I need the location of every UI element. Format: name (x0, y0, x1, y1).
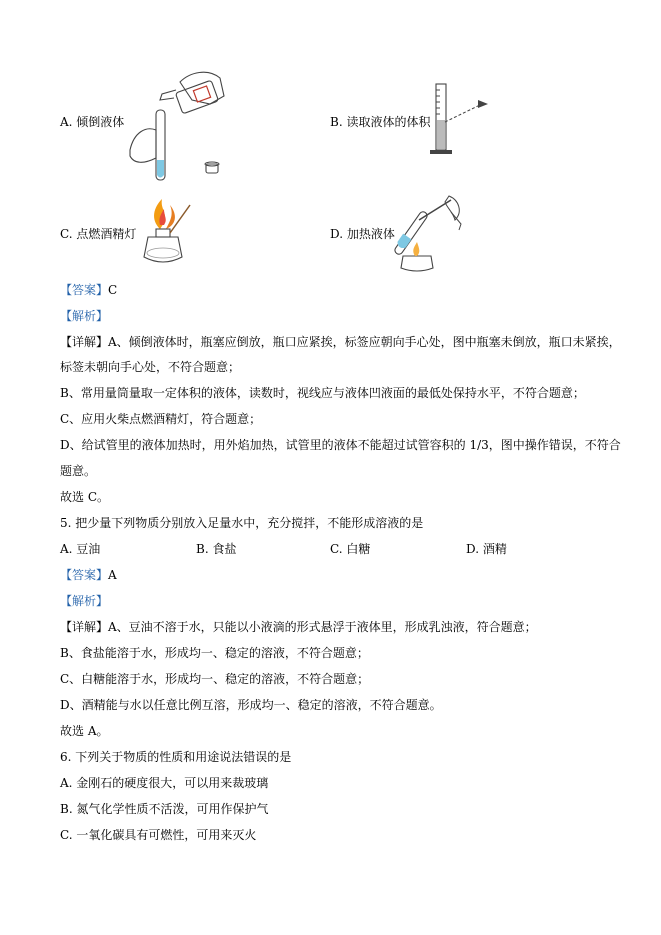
q5-option-b: B. 食盐 (196, 542, 237, 556)
q4-detail-line-2: 标签未朝向手心处，不符合题意； (60, 360, 241, 374)
q4-analysis-tag: 【解析】 (60, 309, 109, 323)
q6-option-a: A. 金刚石的硬度很大，可以用来裁玻璃 (60, 776, 269, 790)
q5-option-a: A. 豆油 (60, 542, 101, 556)
q4-detail-line-1: 【详解】A、倾倒液体时，瓶塞应倒放，瓶口应紧挨，标签应朝向手心处，图中瓶塞未倒放，瓶口未紧挨， (60, 335, 621, 349)
q6-stem: 6. 下列关于物质的性质和用途说法错误的是 (60, 750, 292, 764)
q5-option-d: D. 酒精 (466, 542, 507, 556)
q4-detail-line-5: D、给试管里的液体加热时，用外焰加热，试管里的液体不能超过试管容积的 1/3，图中操作错误，不符合 (60, 438, 621, 452)
q5-stem: 5. 把少量下列物质分别放入足量水中，充分搅拌，不能形成溶液的是 (60, 516, 424, 530)
q5-analysis-tag: 【解析】 (60, 594, 109, 608)
q4-answer-tag: 【答案】 (60, 283, 109, 297)
figure-b-label: B. 读取液体的体积 (330, 115, 431, 129)
q5-option-c: C. 白糖 (330, 542, 371, 556)
q4-conclusion: 故选 C。 (60, 490, 109, 504)
q4-detail-line-3: B、常用量筒量取一定体积的液体，读数时，视线应与液体凹液面的最低处保持水平，不符合题意； (60, 386, 585, 400)
reading-volume-illustration (428, 80, 498, 160)
pouring-liquid-illustration (120, 60, 230, 185)
q5-detail-line-3: C、白糖能溶于水，形成均一、稳定的溶液，不符合题意； (60, 672, 370, 686)
q6-option-b: B. 氮气化学性质不活泼，可用作保护气 (60, 802, 269, 816)
lighting-lamp-illustration (130, 195, 200, 270)
figure-a-label: A. 倾倒液体 (60, 115, 125, 129)
q4-answer-line (60, 282, 117, 298)
q5-answer-line: 【答案】A (60, 568, 117, 582)
q4-detail-line-6: 题意。 (60, 464, 97, 478)
figure-c-label: C. 点燃酒精灯 (60, 227, 137, 241)
q5-detail-line-1: 【详解】A、豆油不溶于水，只能以小液滴的形式悬浮于液体里，形成乳浊液，符合题意； (60, 620, 537, 634)
heating-liquid-illustration (395, 190, 470, 275)
q5-detail-line-4: D、酒精能与水以任意比例互溶，形成均一、稳定的溶液，不符合题意。 (60, 698, 442, 712)
q6-option-c: C. 一氧化碳具有可燃性，可用来灭火 (60, 828, 257, 842)
q5-conclusion: 故选 A。 (60, 724, 109, 738)
figure-d-label: D. 加热液体 (330, 227, 395, 241)
q4-detail-line-4: C、应用火柴点燃酒精灯，符合题意； (60, 412, 262, 426)
q5-detail-line-2: B、食盐能溶于水，形成均一、稳定的溶液，不符合题意； (60, 646, 369, 660)
q4-answer: C (108, 283, 118, 297)
